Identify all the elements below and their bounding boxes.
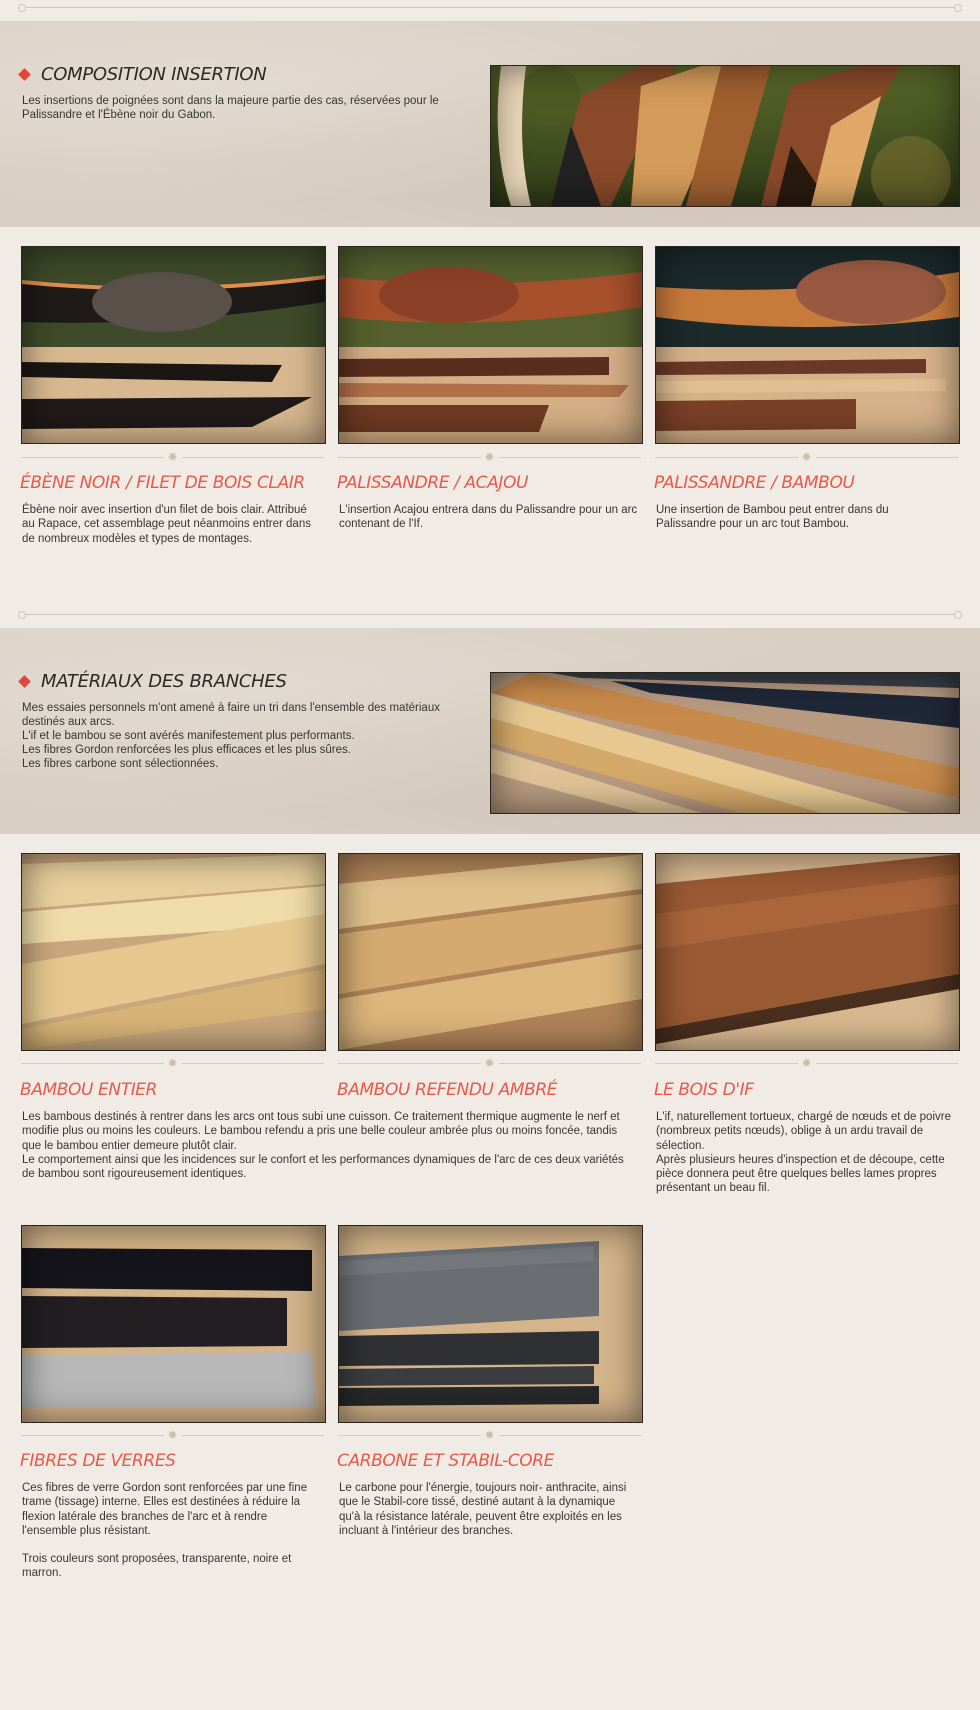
bois-if-photo [655, 853, 960, 1051]
top-divider [22, 7, 958, 8]
ebene-photo [21, 246, 326, 444]
limb-card-title: BAMBOU REFENDU AMBRÉ [337, 1080, 558, 1100]
card-divider: ✸ [21, 1429, 324, 1441]
materials-heading [20, 671, 287, 692]
bambou-insert-photo [655, 246, 960, 444]
card-divider: ✸ [338, 451, 641, 463]
grip-card-text: Ébène noir avec insertion d'un filet de bois clair. Attribué au Rapace, cet assemblage peut néanmoins entrer dans de nombreux modèles et types de montages. [22, 504, 311, 545]
card-divider: ✸ [655, 1057, 958, 1069]
bambou-refendu-photo [338, 853, 643, 1051]
diamond-bullet-icon [18, 675, 31, 688]
limb-card-title: LE BOIS D'IF [654, 1080, 754, 1100]
materials-text: Mes essaies personnels m'ont amené à faire un tri dans l'ensemble des matériaux destinés aux arcs. L'if et le bambou se sont avérés manifestement plus performants. Les fibres Gordon renforcées les plus efficaces et les plus sûres. Les fibres carbone sont sélectionnées. [22, 702, 440, 770]
grip-card-title: PALISSANDRE / BAMBOU [654, 473, 855, 493]
carbone-text: Le carbone pour l'énergie, toujours noir- anthracite, ainsi que le Stabil-core tissé, destiné autant à la dynamique qu'à la résistance latérale, peuvent être exploités en les incluant à l'intérieur des branches. [339, 1482, 627, 1537]
acajou-photo [338, 246, 643, 444]
grip-card-text: Une insertion de Bambou peut entrer dans du Palissandre pour un arc tout Bambou. [656, 504, 889, 531]
composition-text: Les insertions de poignées sont dans la majeure partie des cas, réservées pour le Palissandre et l'Ébène noir du Gabon. [22, 95, 439, 121]
carbone-photo [338, 1225, 643, 1423]
card-divider: ✸ [338, 1057, 641, 1069]
fibres-verre-text: Ces fibres de verre Gordon sont renforcées par une fine trame (tissage) interne. Elles est destinées à réduire la flexion latérale des branches de l'arc et à rendre l'ensemble plus résistant. Trois couleurs sont proposées, transparente, noire et marron. [22, 1482, 308, 1580]
card-divider: ✸ [338, 1429, 641, 1441]
if-text: L'if, naturellement tortueux, chargé de nœuds et de poivre (nombreux petits nœuds), oblige à un ardu travail de sélection. Après plusieurs heures d'inspection et de découpe, cette pièce donnera peut être quelques belles lames propres présentant un beau fil. [656, 1111, 951, 1195]
materials-photo [490, 672, 960, 814]
limb-card-title: BAMBOU ENTIER [20, 1080, 158, 1100]
composition-heading [20, 64, 266, 85]
card-divider: ✸ [21, 1057, 324, 1069]
grip-card-text: L'insertion Acajou entrera dans du Palissandre pour un arc contenant de l'If. [339, 504, 638, 531]
card-divider: ✸ [655, 451, 958, 463]
card-divider: ✸ [21, 451, 324, 463]
bambou-entier-photo [21, 853, 326, 1051]
grip-card-title: PALISSANDRE / ACAJOU [337, 473, 528, 493]
materials-title: MATÉRIAUX DES BRANCHES [41, 671, 287, 692]
grip-card-title: ÉBÈNE NOIR / FILET DE BOIS CLAIR [20, 473, 305, 493]
fiber-card-title: CARBONE ET STABIL-CORE [337, 1451, 554, 1471]
composition-title: COMPOSITION INSERTION [41, 64, 267, 85]
grip-insert-photo [490, 65, 960, 207]
fibres-verre-photo [21, 1225, 326, 1423]
section-divider [22, 614, 958, 615]
diamond-bullet-icon [18, 68, 31, 81]
fiber-card-title: FIBRES DE VERRES [20, 1451, 176, 1471]
bamboo-text: Les bambous destinés à rentrer dans les arcs ont tous subi une cuisson. Ce traitement thermique augmente le nerf et modifie plus ou moins les couleurs. Le bambou refendu a pris une belle couleur ambrée plus ou moins foncée, tandis que le bambou entier demeure plutôt clair. Le comportement ainsi que les incidences sur le confort et les performances dynamiques de l'arc de ces deux variétés de bambou sont rigoureusement identiques. [22, 1111, 624, 1181]
